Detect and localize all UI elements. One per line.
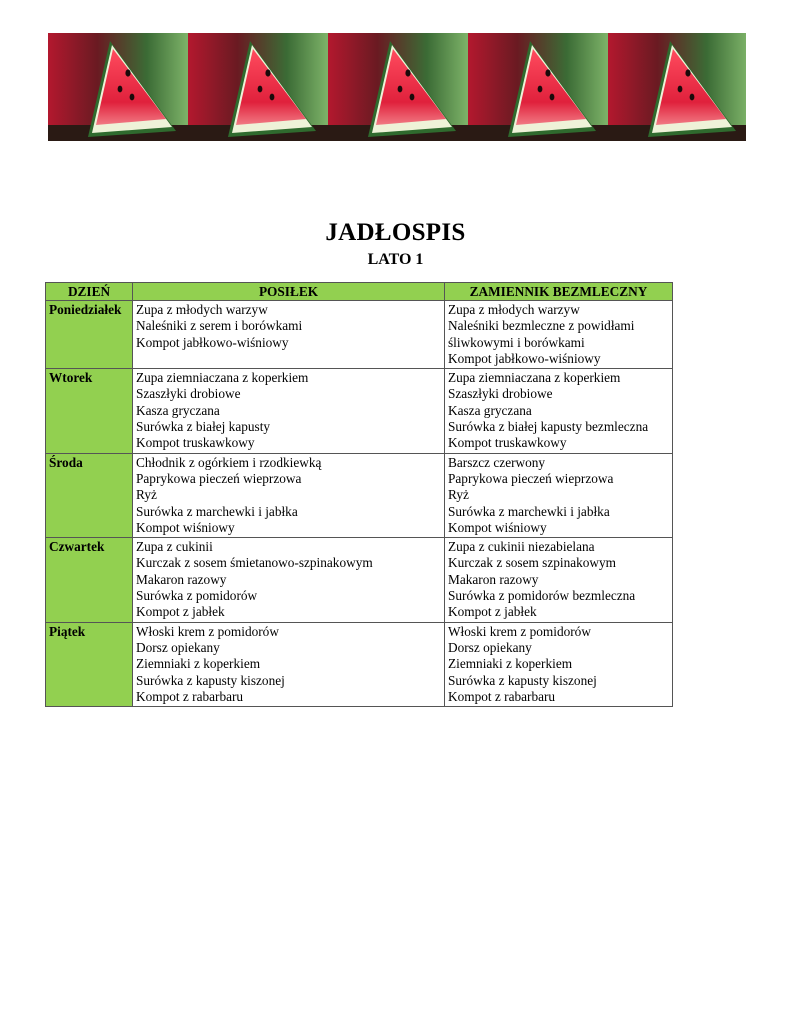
dish-item: Surówka z białej kapusty [136,419,271,435]
dish-item: Zupa z młodych warzyw [448,302,580,317]
watermelon-banner [48,33,746,141]
page-subtitle: LATO 1 [367,251,424,268]
dish-item: Kompot jabłkowo-wiśniowy [136,334,289,350]
dish-item: Kompot z jabłek [136,604,225,620]
dish-item: Ziemniaki z koperkiem [136,656,261,672]
meal-cell [133,622,445,706]
dish-item: Ziemniaki z koperkiem [448,656,573,672]
dairy-free-cell [445,622,673,706]
dish-item: Surówka z marchewki i jabłka [448,503,610,519]
menu-table [45,282,673,707]
dish-item: Kompot z rabarbaru [448,688,556,704]
dish-item: Zupa ziemniaczana z koperkiem [448,370,621,386]
dish-item: Surówka z pomidorów [136,588,258,604]
table-row [46,538,673,622]
table-row [46,622,673,706]
dish-item: Surówka z marchewki i jabłka [136,503,298,519]
table-row [46,453,673,537]
table-row [46,301,673,369]
dish-item: Zupa z młodych warzyw [136,302,268,317]
dish-item: Kompot truskawkowy [448,435,567,451]
table-row [46,369,673,453]
dish-item: Zupa ziemniaczana z koperkiem [136,370,309,386]
dish-item: Włoski krem z pomidorów [136,623,279,639]
dairy-free-cell [445,453,673,537]
dish-item: Chłodnik z ogórkiem i rzodkiewką [136,454,322,470]
page-title: JADŁOSPIS [325,219,466,246]
meal-cell [133,453,445,537]
dish-item: Kompot truskawkowy [136,435,255,451]
meal-cell [133,369,445,453]
dish-item: Surówka z kapusty kiszonej [136,672,285,688]
dish-item: Kompot wiśniowy [448,519,547,535]
dish-item: Barszcz czerwony [448,454,546,470]
dish-item: Kurczak z sosem szpinakowym [448,555,617,571]
dish-item: śliwkowymi i borówkami [448,334,585,350]
dish-item: Makaron razowy [136,571,227,587]
column-header-day: DZIEŃ [46,283,133,301]
dish-item: Paprykowa pieczeń wieprzowa [136,470,302,486]
dish-item: Dorsz opiekany [448,639,532,655]
dairy-free-cell [445,369,673,453]
dish-item: Dorsz opiekany [136,639,220,655]
watermelon-image [328,33,469,141]
column-header-dairy-free: ZAMIENNIK BEZMLECZNY [445,283,673,301]
watermelon-image [468,33,609,141]
dish-item: Naleśniki z serem i borówkami [136,318,303,334]
dish-item: Surówka z pomidorów bezmleczna [448,588,636,604]
dairy-free-cell [445,301,673,369]
day-cell: Piątek [46,622,133,706]
day-cell: Środa [46,453,133,537]
dish-item: Kompot z rabarbaru [136,688,244,704]
dish-item: Ryż [136,487,157,503]
dish-item: Kasza gryczana [136,402,220,418]
dish-item: Makaron razowy [448,571,539,587]
day-cell: Czwartek [46,538,133,622]
dish-item: Kurczak z sosem śmietanowo-szpinakowym [136,555,373,571]
table-header-row [46,283,673,301]
dish-item: Kompot jabłkowo-wiśniowy [448,350,601,366]
dish-item: Surówka z białej kapusty bezmleczna [448,419,649,435]
dish-item: Kasza gryczana [448,402,532,418]
dish-item: Ryż [448,487,469,503]
dish-item: Szaszłyki drobiowe [136,386,241,402]
dish-item: Szaszłyki drobiowe [448,386,553,402]
watermelon-image [48,33,189,141]
meal-cell [133,301,445,369]
watermelon-image [608,33,746,141]
meal-cell [133,538,445,622]
dish-item: Zupa z cukinii niezabielana [448,539,595,555]
dish-item: Surówka z kapusty kiszonej [448,672,597,688]
dish-item: Naleśniki bezmleczne z powidłami [448,318,635,334]
dish-item: Paprykowa pieczeń wieprzowa [448,470,614,486]
dairy-free-cell [445,538,673,622]
dish-item: Kompot wiśniowy [136,519,235,535]
day-cell: Poniedziałek [46,301,133,369]
column-header-meal: POSIŁEK [133,283,445,301]
day-cell: Wtorek [46,369,133,453]
dish-item: Zupa z cukinii [136,539,213,555]
dish-item: Kompot z jabłek [448,604,537,620]
dish-item: Włoski krem z pomidorów [448,623,591,639]
watermelon-image [188,33,329,141]
